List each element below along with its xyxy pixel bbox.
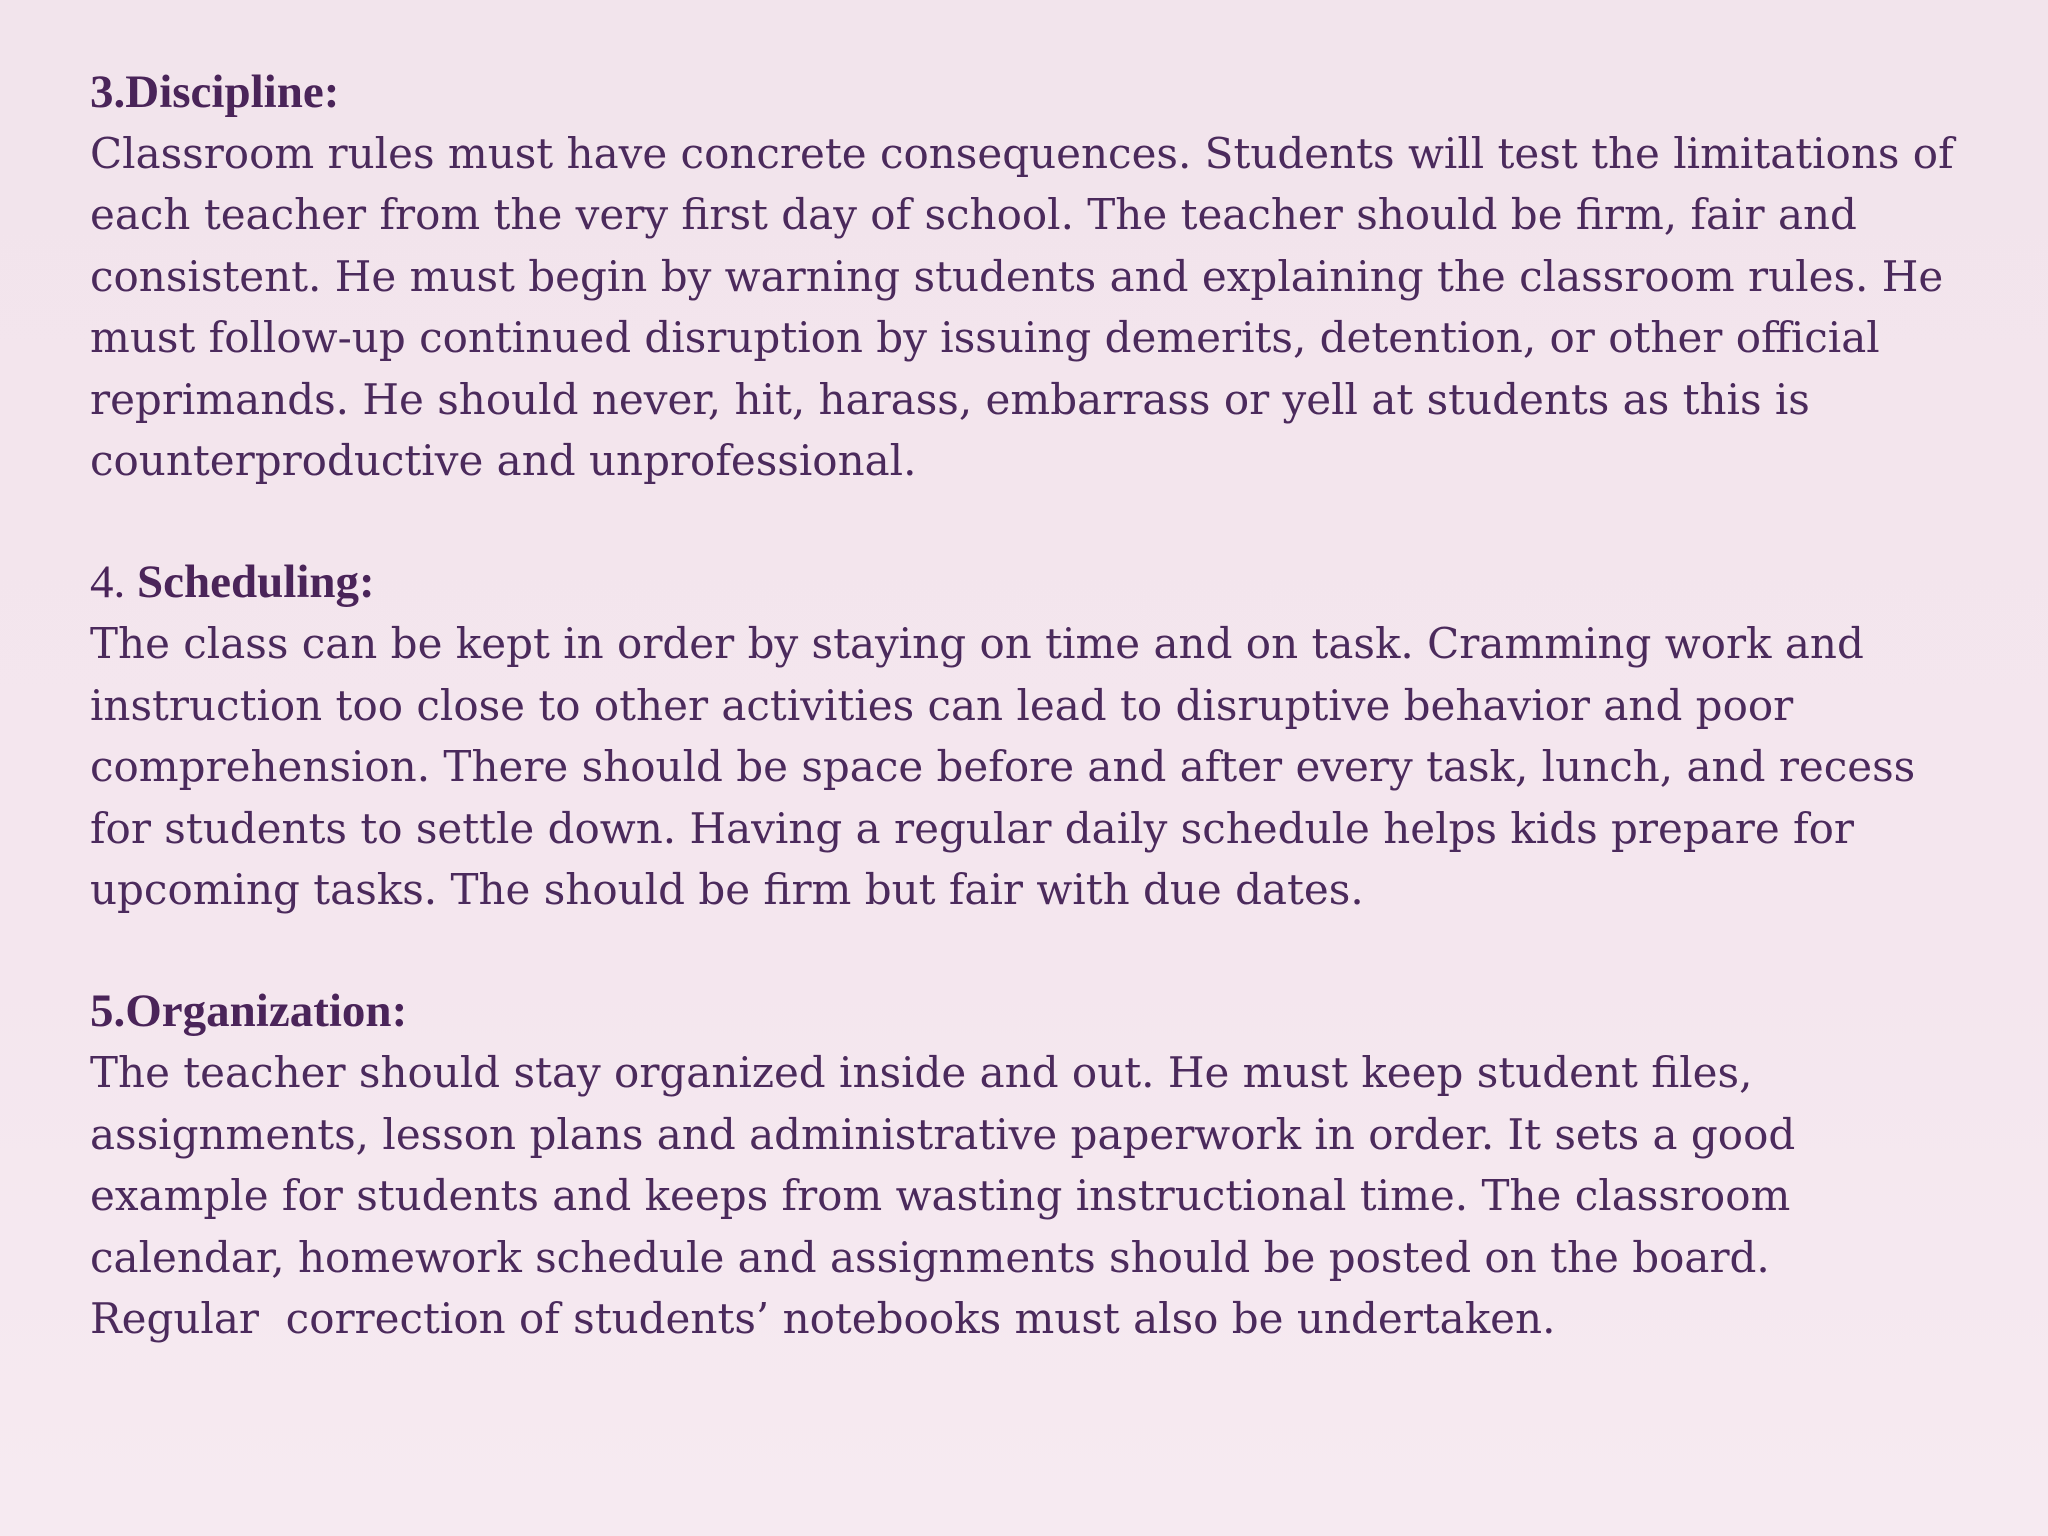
paragraph-line: consistent. He must begin by warning students and explaining the classroom rules. He (90, 251, 1944, 301)
section-discipline (90, 62, 2010, 491)
section-number: 5. (90, 985, 126, 1038)
paragraph-line: example for students and keeps from wasting instructional time. The classroom (90, 1171, 1791, 1221)
section-heading (90, 552, 2010, 613)
paragraph-line: Regular correction of students’ notebooks must also be undertaken. (90, 1294, 1556, 1344)
paragraph-line: Classroom rules must have concrete consequences. Students will test the limitations of (90, 129, 1954, 178)
section-heading (90, 981, 2010, 1042)
paragraph-line: must follow-up continued disruption by issuing demerits, detention, or other official (90, 313, 1880, 363)
paragraph-line: for students to settle down. Having a regular daily schedule helps kids prepare for (90, 803, 1854, 853)
paragraph-line: assignments, lesson plans and administrative paperwork in order. It sets a good (90, 1109, 1796, 1159)
section-title: Discipline: (125, 66, 340, 118)
paragraph-line: counterproductive and unprofessional. (90, 436, 917, 486)
paragraph-line: upcoming tasks. The should be firm but fair with due dates. (90, 865, 1364, 915)
paragraph-line: The class can be kept in order by staying on time and on task. Cramming work and (90, 619, 1864, 669)
paragraph-line: each teacher from the very first day of school. The teacher should be firm, fair and (90, 190, 1857, 240)
section-scheduling (90, 552, 2010, 920)
paragraph-line: reprimands. He should never, hit, harass, embarrass or yell at students as this is (90, 374, 1810, 424)
paragraph-line: calendar, homework schedule and assignments should be posted on the board. (90, 1232, 1770, 1282)
paragraph-line: comprehension. There should be space before and after every task, lunch, and recess (90, 742, 1916, 792)
section-number: 4. (90, 556, 137, 609)
slide-content (90, 62, 2010, 1411)
section-number: 3. (90, 66, 126, 118)
section-title: Scheduling: (137, 556, 375, 609)
section-organization (90, 981, 2010, 1349)
paragraph-line: The teacher should stay organized inside and out. He must keep student files, (90, 1048, 1753, 1098)
section-heading (90, 62, 2010, 123)
section-title: Organization: (125, 985, 408, 1038)
paragraph-line: instruction too close to other activities can lead to disruptive behavior and poor (90, 680, 1794, 730)
